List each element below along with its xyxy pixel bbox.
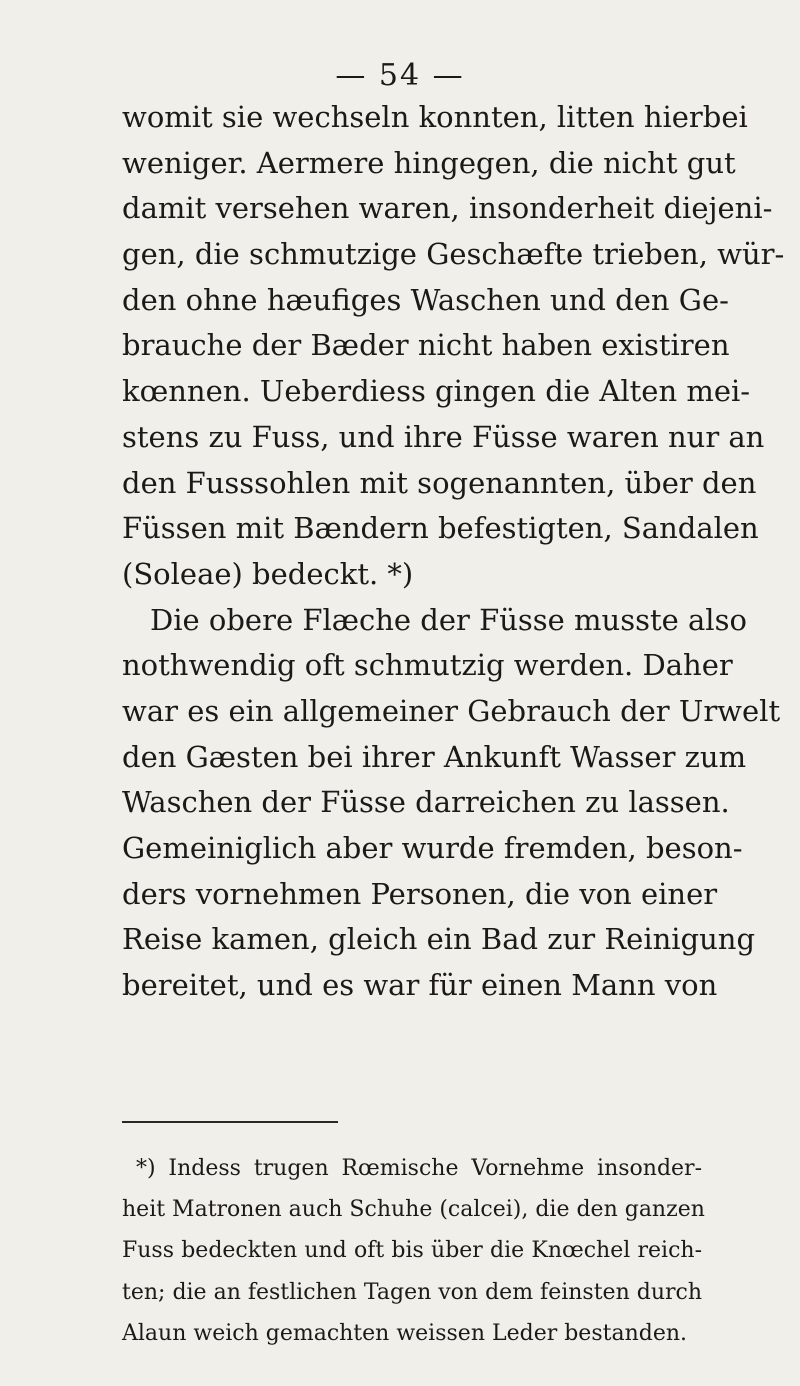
text-line: bereitet, und es war für einen Mann von — [122, 968, 718, 1003]
footnote — [122, 1148, 705, 1354]
paragraph-start-line: Die obere Flæche der Füsse musste also — [150, 602, 747, 637]
text-line: womit sie wechseln konnten, litten hierbei — [122, 100, 748, 134]
paragraph-end-line: (Soleae) bedeckt. *) — [122, 556, 414, 591]
footnote-line: Fuss bedeckten und oft bis über die Knœchel reich- — [122, 1238, 702, 1264]
text-line: den Gæsten bei ihrer Ankunft Wasser zum — [122, 739, 747, 774]
footnote-divider — [122, 1121, 338, 1123]
text-line: stens zu Fuss, und ihre Füsse waren nur an — [122, 419, 765, 454]
text-line: Füssen mit Bændern befestigten, Sandalen — [122, 511, 759, 546]
text-line: brauche der Bæder nicht haben existiren — [122, 328, 730, 363]
page-number: — 54 — — [335, 58, 465, 93]
text-line: kœnnen. Ueberdiess gingen die Alten mei- — [122, 374, 751, 409]
text-line: weniger. Aermere hingegen, die nicht gut — [122, 145, 736, 180]
text-line: gen, die schmutzige Geschæfte trieben, wür- — [122, 237, 785, 272]
text-line: Reise kamen, gleich ein Bad zur Reinigung — [122, 922, 756, 957]
footnote-line: ten; die an festlichen Tagen von dem feinsten durch — [122, 1279, 702, 1305]
footnote-line: Alaun weich gemachten weissen Leder bestanden. — [122, 1320, 688, 1346]
text-line: nothwendig oft schmutzig werden. Daher — [122, 648, 733, 683]
text-line: Waschen der Füsse darreichen zu lassen. — [122, 785, 730, 820]
text-line: den Fusssohlen mit sogenannten, über den — [122, 465, 757, 500]
text-line: damit versehen waren, insonderheit diejeni- — [122, 191, 773, 226]
footnote-line: heit Matronen auch Schuhe (calcei), die den ganzen — [122, 1197, 705, 1223]
text-line: den ohne hæufiges Waschen und den Ge- — [122, 282, 729, 317]
text-line: ders vornehmen Personen, die von einer — [122, 876, 718, 911]
footnote-line: *) Indess trugen Rœmische Vornehme insonder- — [136, 1156, 702, 1181]
text-line: Gemeiniglich aber wurde fremden, beson- — [122, 831, 743, 865]
main-text — [122, 95, 785, 1009]
text-line: war es ein allgemeiner Gebrauch der Urwelt — [122, 693, 781, 728]
